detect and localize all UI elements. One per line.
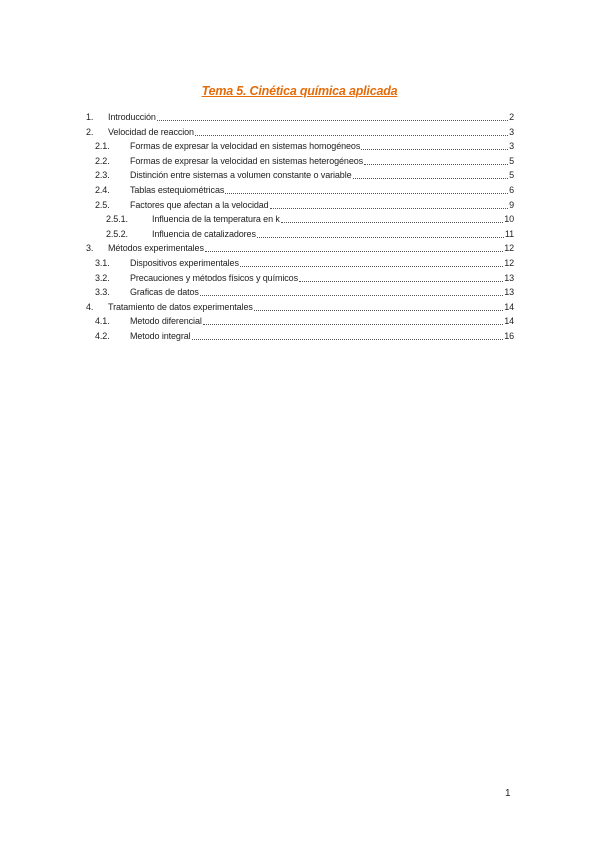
toc-entry-number: 4.2. xyxy=(95,330,110,341)
toc-entry[interactable] xyxy=(86,125,514,140)
toc-entry[interactable] xyxy=(86,329,514,344)
toc-entry-page: 12 xyxy=(504,243,514,254)
toc-entry-label: Tablas estequiométricas xyxy=(130,184,225,195)
toc-entry-page: 10 xyxy=(504,214,514,225)
toc-entry-page: 5 xyxy=(509,170,514,181)
toc-entry-label: Metodo integral xyxy=(130,330,191,341)
toc-entry-number: 3.3. xyxy=(95,287,110,298)
toc-entry-label: Metodo diferencial xyxy=(130,316,202,327)
toc-entry-label: Métodos experimentales xyxy=(108,243,204,254)
toc-entry-number: 2. xyxy=(86,126,94,137)
toc-entry-page: 5 xyxy=(509,155,514,166)
toc-entry-number: 2.3. xyxy=(95,170,110,181)
toc-entry-number: 3.1. xyxy=(95,257,110,268)
toc-entry-page: 3 xyxy=(509,126,514,137)
toc-entry[interactable] xyxy=(86,285,514,300)
toc-entry-page: 3 xyxy=(509,141,514,152)
toc-dot-leader xyxy=(225,192,508,194)
toc-entry-page: 16 xyxy=(504,330,514,341)
toc-entry-label: Distinción entre sistemas a volumen constante o variable xyxy=(130,170,352,181)
toc-entry-page: 9 xyxy=(509,199,514,210)
toc-dot-leader xyxy=(299,280,503,282)
toc-dot-leader xyxy=(195,134,508,136)
toc-entry-label: Influencia de la temperatura en k xyxy=(152,214,280,225)
toc-dot-leader xyxy=(205,250,503,252)
toc-dot-leader xyxy=(281,221,503,223)
toc-entry[interactable] xyxy=(86,227,514,242)
toc-entry[interactable] xyxy=(86,314,514,329)
toc-entry[interactable] xyxy=(86,168,514,183)
toc-entry[interactable] xyxy=(86,198,514,213)
toc-entry[interactable] xyxy=(86,183,514,198)
toc-dot-leader xyxy=(192,338,504,340)
toc-dot-leader xyxy=(200,294,503,296)
toc-entry-number: 2.5.2. xyxy=(106,228,128,239)
toc-entry-number: 4.1. xyxy=(95,316,110,327)
toc-entry[interactable] xyxy=(86,256,514,271)
toc-entry[interactable] xyxy=(86,139,514,154)
toc-dot-leader xyxy=(270,207,509,209)
toc-dot-leader xyxy=(364,163,508,165)
toc-entry[interactable] xyxy=(86,154,514,169)
toc-entry-label: Influencia de catalizadores xyxy=(152,228,256,239)
toc-entry-page: 14 xyxy=(504,316,514,327)
toc-dot-leader xyxy=(157,119,508,121)
toc-entry-page: 12 xyxy=(504,257,514,268)
toc-entry[interactable] xyxy=(86,241,514,256)
toc-dot-leader xyxy=(254,309,503,311)
toc-entry-label: Precauciones y métodos físicos y químicos xyxy=(130,272,298,283)
toc-entry-page: 2 xyxy=(509,112,514,122)
toc-entry-number: 3. xyxy=(86,243,94,254)
toc-entry-page: 6 xyxy=(509,184,514,195)
toc-entry-label: Velocidad de reaccion xyxy=(108,126,194,137)
toc-entry-number: 2.1. xyxy=(95,141,110,152)
toc-entry-label: Tratamiento de datos experimentales xyxy=(108,301,253,312)
toc-entry-page: 13 xyxy=(504,272,514,283)
toc-entry[interactable] xyxy=(86,110,514,125)
toc-entry[interactable] xyxy=(86,212,514,227)
toc-entry-number: 2.5. xyxy=(95,199,110,210)
toc-dot-leader xyxy=(240,265,503,267)
toc-dot-leader xyxy=(361,148,508,150)
toc-entry-number: 2.5.1. xyxy=(106,214,128,225)
toc-dot-leader xyxy=(353,177,509,179)
toc-entry-number: 1. xyxy=(86,112,94,122)
toc-entry[interactable] xyxy=(86,271,514,286)
toc-entry-number: 4. xyxy=(86,301,94,312)
toc-entry-label: Graficas de datos xyxy=(130,287,199,298)
toc-entry-page: 13 xyxy=(504,287,514,298)
document-title: Tema 5. Cinética química aplicada xyxy=(201,84,398,98)
toc-entry-number: 2.4. xyxy=(95,184,110,195)
toc-entry-label: Formas de expresar la velocidad en sistemas heterogéneos xyxy=(130,155,364,166)
page-number: 1 xyxy=(505,788,511,799)
table-of-contents xyxy=(86,110,514,344)
toc-entry-page: 11 xyxy=(504,228,514,239)
toc-entry-label: Dispositivos experimentales xyxy=(130,257,239,268)
toc-dot-leader xyxy=(203,323,503,325)
toc-entry-number: 2.2. xyxy=(95,155,110,166)
toc-entry-label: Formas de expresar la velocidad en sistemas homogéneos xyxy=(130,141,361,152)
toc-dot-leader xyxy=(257,236,504,238)
toc-entry-number: 3.2. xyxy=(95,272,110,283)
toc-entry-page: 14 xyxy=(504,301,514,312)
toc-entry-label: Factores que afectan a la velocidad xyxy=(130,199,269,210)
toc-entry-label: Introducción xyxy=(108,112,156,122)
toc-entry[interactable] xyxy=(86,300,514,315)
